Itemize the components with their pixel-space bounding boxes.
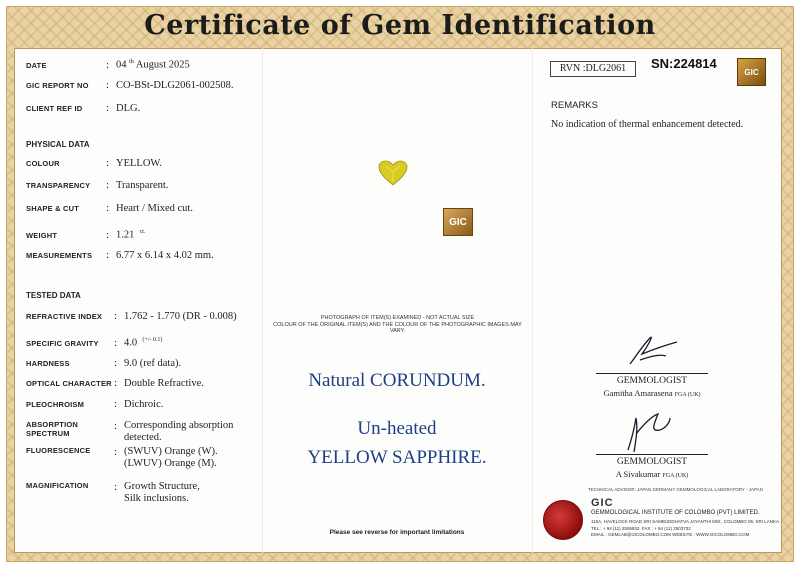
gemmologist-1-name: Gamitha Amarasena FGA (UK) [603, 388, 701, 398]
magnification-row [26, 481, 200, 505]
date-label: DATE [26, 60, 47, 70]
separator: : [106, 79, 110, 91]
separator: : [114, 481, 118, 493]
gemmologist-2-title: GEMMOLOGIST [616, 457, 688, 467]
signature-line [596, 454, 708, 455]
fluorescence-label: FLUORESCENCE [26, 446, 91, 455]
gemmologist-1 [596, 373, 708, 398]
gemmologist-2 [596, 454, 708, 479]
identity-species: Natural CORUNDUM. [308, 370, 486, 391]
tested-data-heading: TESTED DATA [26, 291, 81, 300]
gem-photo [378, 160, 408, 186]
date-row [26, 56, 190, 72]
see-reverse-note: Please see reverse for important limitations [329, 529, 465, 536]
physical-data-heading: PHYSICAL DATA [26, 140, 90, 149]
client-row [26, 102, 140, 115]
email-line: EMAIL : GEMLAB@GICOLOMBO.COM WEBSITE : WWW.GICOLOMBO.COM [591, 532, 750, 537]
separator: : [106, 202, 110, 214]
separator: : [106, 58, 110, 71]
optic-row [26, 377, 204, 390]
identity-variety: YELLOW SAPPHIRE. [307, 447, 487, 468]
weight-label: WEIGHT [26, 230, 58, 240]
sg-value: 4.0 $^{(+/- 0.1)}$ [124, 337, 163, 349]
shape-label: SHAPE & CUT [26, 204, 80, 213]
ri-value: 1.762 - 1.770 (DR - 0.008) [124, 311, 237, 322]
client-value: DLG. [116, 103, 141, 114]
sg-label: SPECIFIC GRAVITY [26, 338, 99, 348]
gemmologist-1-title: GEMMOLOGIST [616, 376, 688, 386]
photo-note-line1: PHOTOGRAPH OF ITEM(S) EXAMINED - NOT ACTUAL SIZE [320, 315, 475, 321]
colour-row [26, 157, 162, 170]
separator: : [114, 357, 118, 369]
serial-number: SN:224814 [651, 56, 717, 71]
report-label: GIC REPORT NO [26, 81, 89, 90]
separator: : [114, 420, 118, 432]
rvn-box: RVN :DLG2061 [550, 61, 636, 77]
weight-row [26, 226, 145, 242]
transparency-value: Transparent. [116, 180, 169, 191]
technical-advisor: TECHNICAL ADVISOR: JAPAN GERMANY GEMMOLOGICAL LABORATORY - JAPAN [588, 487, 763, 492]
signature-line [596, 373, 708, 374]
sg-row [26, 334, 162, 350]
wax-seal-icon [543, 500, 583, 540]
separator: : [114, 336, 118, 349]
transparency-row [26, 179, 168, 192]
identity-treatment: Un-heated [357, 418, 437, 439]
hardness-row [26, 357, 181, 370]
shape-value: Heart / Mixed cut. [116, 203, 193, 214]
separator: : [114, 377, 118, 389]
institute-name: GEMMOLOGICAL INSTITUTE OF COLOMBO (PVT) LIMITED. [591, 510, 760, 516]
gic-logo-icon: GIC [737, 58, 766, 86]
report-value: CO-BSt-DLG2061-002508. [116, 80, 234, 91]
remarks-heading: REMARKS [551, 100, 598, 111]
absorption-row [26, 420, 233, 444]
magnification-label: MAGNIFICATION [26, 481, 89, 490]
colour-value: YELLOW. [116, 158, 162, 169]
certificate-title: Certificate of Gem Identification [144, 10, 656, 41]
client-label: CLIENT REF ID [26, 104, 83, 113]
shape-row [26, 202, 193, 215]
fluorescence-row [26, 446, 218, 470]
colour-label: COLOUR [26, 159, 60, 168]
separator: : [106, 249, 110, 261]
measurements-value: 6.77 x 6.14 x 4.02 mm. [116, 250, 214, 261]
signature-1 [622, 334, 682, 370]
separator: : [114, 310, 118, 322]
optic-label: OPTICAL CHARACTER [26, 379, 112, 388]
separator: : [106, 102, 110, 114]
ri-label: REFRACTIVE INDEX [26, 312, 103, 321]
contact-line: TEL : + 94 (11) 2506932. FAX : + 94 (11) 2503732 [591, 525, 691, 531]
address-line: 115A, HAVELOCK ROAD SRI SAMBUDDHATVA JAYANTHI MW., COLOMBO 05, SRI LANKA. [591, 519, 781, 524]
signature-2 [624, 410, 674, 454]
gic-brand: GIC [591, 497, 614, 509]
hardness-value: 9.0 (ref data). [124, 358, 182, 369]
fluorescence-value: (SWUV) Orange (W). (LWUV) Orange (M). [124, 446, 218, 469]
magnification-value: Growth Structure, Silk inclusions. [124, 481, 200, 504]
pleochroism-row [26, 398, 163, 411]
report-row [26, 79, 234, 92]
weight-value: 1.21 $^{ct.}$ [116, 229, 146, 241]
fold-line [262, 48, 263, 553]
pleochroism-value: Dichroic. [124, 399, 164, 410]
photo-note-line2: COLOUR OF THE ORIGINAL ITEM(S) AND THE COLOUR OF THE PHOTOGRAPHIC IMAGES MAY VARY. [273, 322, 522, 334]
separator: : [114, 398, 118, 410]
ri-row [26, 310, 237, 323]
separator: : [114, 446, 118, 458]
separator: : [106, 157, 110, 169]
gemmologist-2-name: A Sivakumar FGA (UK) [615, 469, 689, 479]
date-value: 04 $^{th}$ August 2025 [116, 59, 190, 71]
fold-line [532, 48, 533, 553]
transparency-label: TRANSPARENCY [26, 181, 91, 190]
hardness-label: HARDNESS [26, 359, 70, 368]
measurements-label: MEASUREMENTS [26, 251, 93, 260]
absorption-label: ABSORPTION SPECTRUM [26, 420, 79, 438]
pleochroism-label: PLEOCHROISM [26, 400, 85, 409]
measurements-row [26, 249, 214, 262]
separator: : [106, 179, 110, 191]
optic-value: Double Refractive. [124, 378, 204, 389]
gic-hologram-logo: GIC [443, 208, 473, 236]
separator: : [106, 228, 110, 241]
institute-address [591, 519, 786, 539]
remarks-text: No indication of thermal enhancement detected. [551, 119, 744, 130]
absorption-value: Corresponding absorption detected. [124, 420, 234, 443]
